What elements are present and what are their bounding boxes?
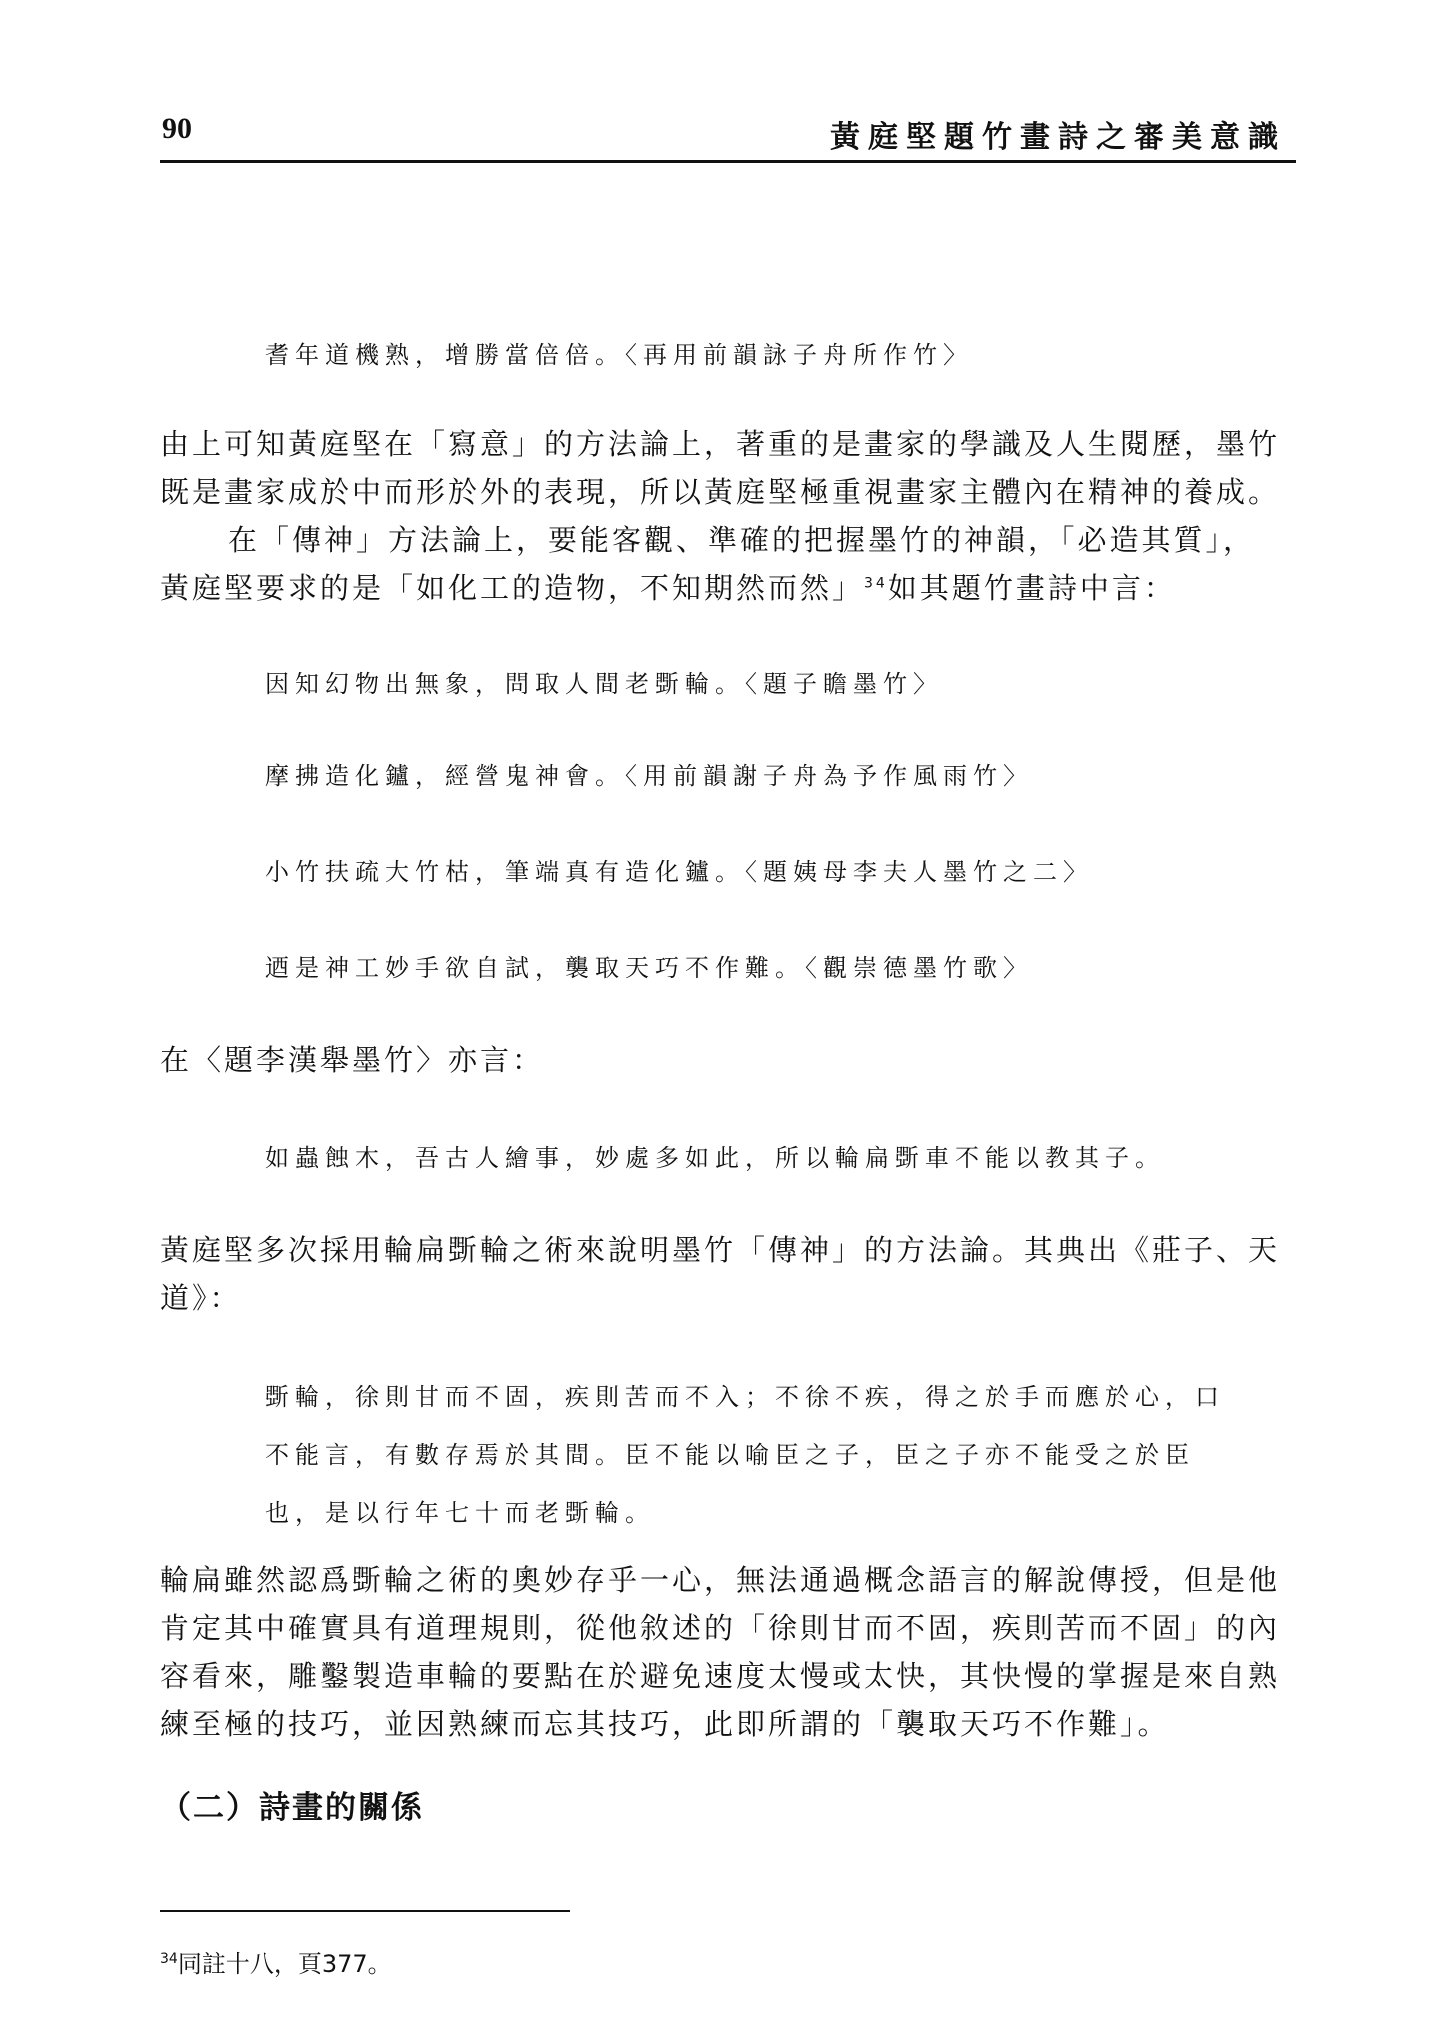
section-heading: （二）詩畫的關係 xyxy=(160,1790,424,1826)
poem-quote: 因知幻物出無象，問取人間老斲輪。〈題子瞻墨竹〉 xyxy=(265,670,943,698)
paragraph xyxy=(160,1556,1296,1748)
poem-quote: 迺是神工妙手欲自試，襲取天巧不作難。〈觀崇德墨竹歌〉 xyxy=(265,954,1033,982)
page-number: 90 xyxy=(162,112,192,145)
text-line: 道》： xyxy=(160,1281,242,1315)
text-line: 在〈題李漢舉墨竹〉亦言： xyxy=(160,1043,545,1077)
poem-quote: 小竹扶疏大竹枯，筆端真有造化鑪。〈題姨母李夫人墨竹之二〉 xyxy=(265,858,1093,886)
quote-line: 不能言，有數存焉於其間。臣不能以喻臣之子，臣之子亦不能受之於臣 xyxy=(265,1441,1195,1469)
text-line: 黃庭堅多次採用輪扁斲輪之術來說明墨竹「傳神」的方法論。其典出《莊子、天 xyxy=(160,1233,1281,1267)
text-line: 在「傳神」方法論上，要能客觀、準確的把握墨竹的神韻，「必造其質」， xyxy=(228,523,1256,557)
text-span: 如其題竹畫詩中言： xyxy=(887,571,1176,605)
text-line xyxy=(160,564,1296,612)
text-line: 肯定其中確實具有道理規則，從他敘述的「徐則甘而不固，疾則苦而不固」的內 xyxy=(160,1611,1281,1645)
quote-line: 斲輪，徐則甘而不固，疾則苦而不入；不徐不疾，得之於手而應於心，口 xyxy=(265,1383,1225,1411)
quote-line: 也，是以行年七十而老斲輪。 xyxy=(265,1499,655,1527)
running-title: 黃庭堅題竹畫詩之審美意識 xyxy=(830,120,1286,155)
text-line: 容看來，雕鑿製造車輪的要點在於避免速度太慢或太快，其快慢的掌握是來自熟 xyxy=(160,1659,1281,1693)
paragraph xyxy=(160,1036,1296,1084)
footnote xyxy=(160,1944,392,1979)
paragraph xyxy=(160,1226,1296,1322)
footnote-text: 同註十八，頁377。 xyxy=(177,1950,392,1978)
poem-quote: 耆年道機熟，增勝當倍倍。〈再用前韻詠子舟所作竹〉 xyxy=(265,341,973,369)
poem-quote: 如蟲蝕木，吾古人繪事，妙處多如此，所以輪扁斲車不能以教其子。 xyxy=(265,1144,1165,1172)
footnote-divider xyxy=(160,1910,570,1912)
page-header xyxy=(160,112,1296,163)
block-quote xyxy=(265,1368,1285,1542)
poem-quote: 摩拂造化鑪，經營鬼神會。〈用前韻謝子舟為予作風雨竹〉 xyxy=(265,762,1033,790)
paragraph xyxy=(160,516,1296,612)
paragraph xyxy=(160,420,1296,516)
text-line: 練至極的技巧，並因熟練而忘其技巧，此即所謂的「襲取天巧不作難」。 xyxy=(160,1707,1170,1741)
footnote-number: 34 xyxy=(160,1951,178,1967)
text-span: 黃庭堅要求的是「如化工的造物，不知期然而然」 xyxy=(160,571,865,605)
text-line: 由上可知黃庭堅在「寫意」的方法論上，著重的是畫家的學識及人生閱歷，墨竹 xyxy=(160,427,1281,461)
footnote-reference[interactable]: 34 xyxy=(864,575,888,592)
text-line: 既是畫家成於中而形於外的表現，所以黃庭堅極重視畫家主體內在精神的養成。 xyxy=(160,475,1281,509)
text-line: 輪扁雖然認爲斲輪之術的奧妙存乎一心，無法通過概念語言的解說傳授，但是他 xyxy=(160,1563,1281,1597)
